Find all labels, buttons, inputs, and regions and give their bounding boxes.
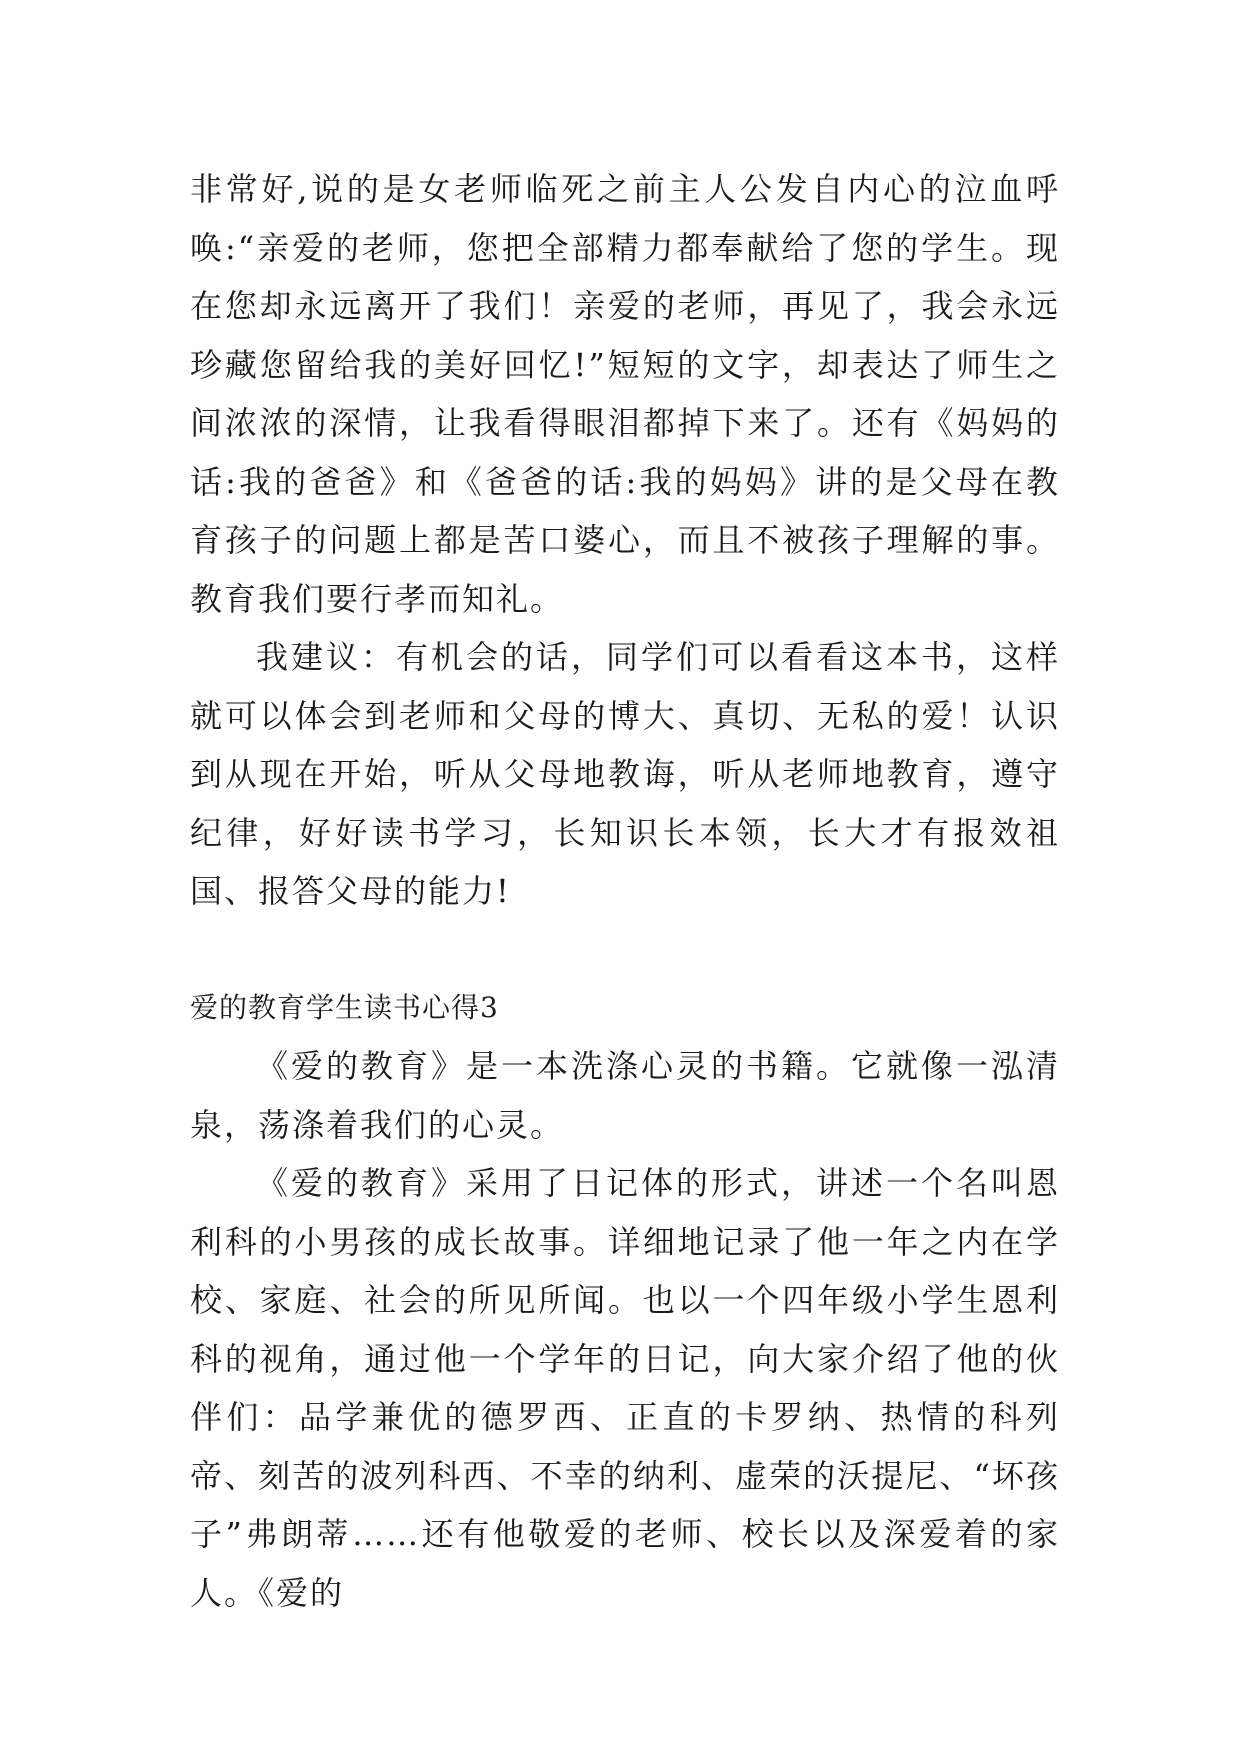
paragraph-intro: 《爱的教育》是一本洗涤心灵的书籍。它就像一泓清泉，荡涤着我们的心灵。 xyxy=(190,1047,1060,1144)
paragraph-suggestion: 我建议：有机会的话，同学们可以看看这本书，这样就可以体会到老师和父母的博大、真切、无私的爱！认识到从现在开始，听从父母地教诲，听从老师地教育，遵守纪律，好好读书学习，长知识长本领，长大才有报效祖国、报答父母的能力! xyxy=(190,638,1060,910)
paragraph-diary-summary: 《爱的教育》采用了日记体的形式，讲述一个名叫恩利科的小男孩的成长故事。详细地记录了他一年之内在学校、家庭、社会的所见所闻。也以一个四年级小学生恩利科的视角，通过他一个学年的日记，向大家介绍了他的伙伴们：品学兼优的德罗西、正直的卡罗纳、热情的科列帝、刻苦的波列科西、不幸的纳利、虚荣的沃提尼、“坏孩子”弗朗蒂……还有他敬爱的老师、校长以及深爱着的家人。《爱的 xyxy=(190,1164,1060,1612)
section-title: 爱的教育学生读书心得3 xyxy=(190,990,499,1024)
section-spacer xyxy=(190,921,1060,979)
document-page xyxy=(190,160,1060,1622)
paragraph-teacher-farewell: 非常好,说的是女老师临死之前主人公发自内心的泣血呼唤:“亲爱的老师，您把全部精力都奉献给了您的学生。现在您却永远离开了我们！亲爱的老师，再见了，我会永远珍藏您留给我的美好回忆!”短短的文字，却表达了师生之间浓浓的深情，让我看得眼泪都掉下来了。还有《妈妈的话:我的爸爸》和《爸爸的话:我的妈妈》讲的是父母在教育孩子的问题上都是苦口婆心，而且不被孩子理解的事。教育我们要行孝而知礼。 xyxy=(190,170,1060,618)
